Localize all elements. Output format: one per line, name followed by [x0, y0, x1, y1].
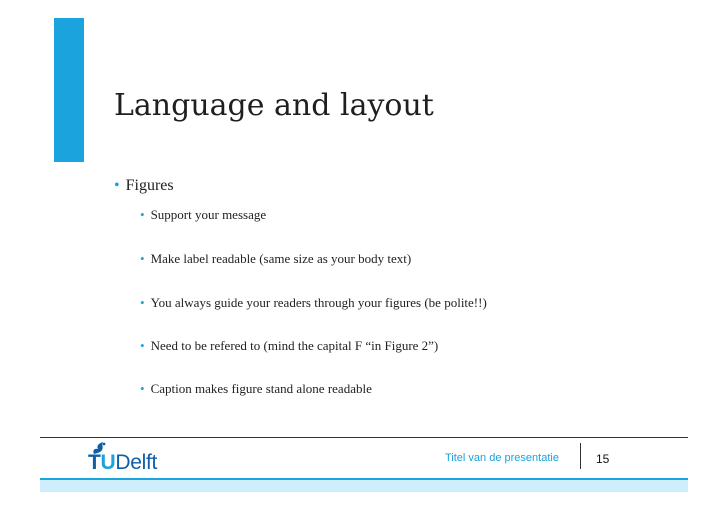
sub-bullet-item — [140, 338, 438, 354]
sub-bullet-label: Make label readable (same size as your body text) — [150, 251, 412, 266]
tudelft-logo — [88, 443, 158, 473]
sub-bullet-label: You always guide your readers through your figures (be polite!!) — [150, 295, 487, 310]
footer-presentation-title: Titel van de presentatie — [445, 452, 559, 464]
bullet-item-figures — [114, 177, 174, 195]
logo-delft: Delft — [115, 451, 158, 474]
slide-title: Language and layout — [114, 88, 434, 123]
bullet-label: Figures — [125, 177, 174, 194]
sub-bullet-item — [140, 381, 372, 397]
sub-bullet-label: Caption makes figure stand alone readable — [150, 381, 372, 396]
accent-bar — [54, 18, 84, 162]
bullet-icon: • — [140, 295, 145, 310]
sub-bullet-item — [140, 207, 266, 223]
logo-wordmark — [88, 451, 157, 475]
bullet-icon: • — [140, 338, 145, 353]
sub-bullet-item — [140, 295, 487, 311]
sub-bullet-label: Need to be refered to (mind the capital F “in Figure 2”) — [150, 338, 439, 353]
bottom-stripe — [40, 478, 688, 492]
page-number: 15 — [596, 452, 610, 466]
bullet-icon: • — [140, 381, 145, 396]
footer-separator — [580, 443, 581, 469]
bullet-icon: • — [140, 207, 145, 222]
logo-u: U — [100, 451, 116, 474]
logo-t: T — [88, 451, 101, 474]
footer-divider — [40, 437, 688, 438]
sub-bullet-item — [140, 251, 411, 267]
bullet-icon: • — [114, 177, 120, 194]
bullet-icon: • — [140, 251, 145, 266]
sub-bullet-label: Support your message — [150, 207, 267, 222]
